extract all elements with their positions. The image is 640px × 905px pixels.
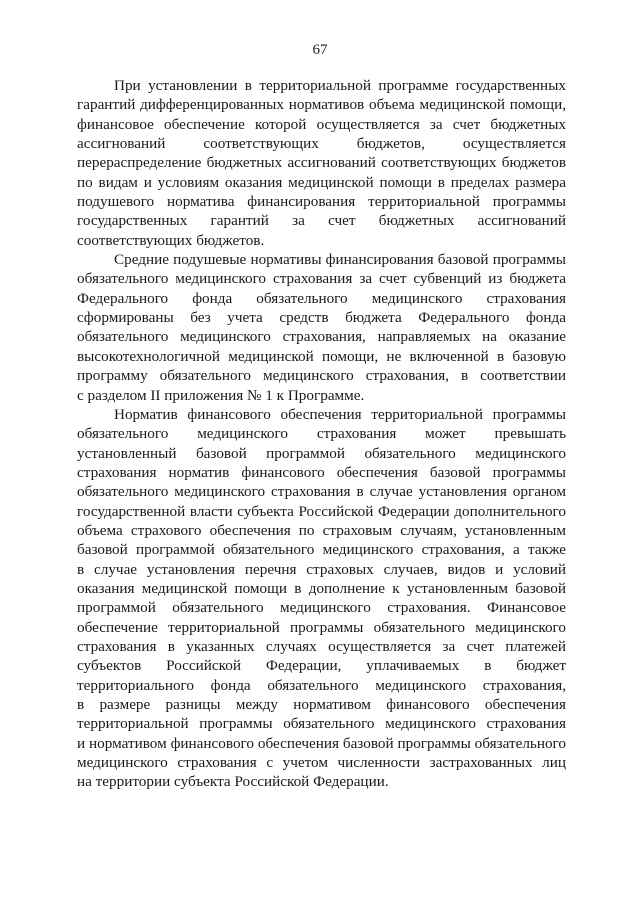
paragraph-budget-redistribution [77, 76, 566, 250]
text-line: обязательного медицинского страхования за счет субвенций из бюджета [77, 270, 566, 288]
text-line: базовой программой обязательного медицинского страхования, а также [77, 541, 566, 559]
text-line: государственных гарантий за счет бюджетных ассигнований [77, 212, 566, 230]
text-line: на территории субъекта Российской Федерации. [77, 773, 389, 791]
text-line: медицинского страхования с учетом численности застрахованных лиц [77, 754, 566, 772]
text-line: высокотехнологичной медицинской помощи, не включенной в базовую [77, 347, 566, 365]
text-line: сформированы без учета средств бюджета Федерального фонда [77, 309, 566, 327]
text-line: территориального фонда обязательного медицинского страхования, [77, 676, 566, 694]
page-number: 67 [312, 42, 328, 58]
text-line: перераспределение бюджетных ассигнований соответствующих бюджетов [77, 154, 566, 172]
text-line: программой обязательного медицинского страхования. Финансовое [77, 599, 566, 617]
text-line: соответствующих бюджетов. [77, 231, 265, 249]
text-line: государственной власти субъекта Российской Федерации дополнительного [77, 502, 566, 520]
text-line: и нормативом финансового обеспечения базовой программы обязательного [77, 734, 566, 752]
text-line: объема страхового обеспечения по страховым случаям, установленным [77, 521, 566, 539]
text-line: гарантий дифференцированных нормативов объема медицинской помощи, [77, 96, 566, 114]
text-line: субъектов Российской Федерации, уплачиваемых в бюджет [77, 657, 566, 675]
text-line: ассигнований соответствующих бюджетов, осуществляется [77, 135, 566, 153]
text-line: территориальной программы обязательного медицинского страхования [77, 715, 566, 733]
text-line: оказания медицинской помощи в дополнение к установленным базовой [77, 579, 566, 597]
text-line: Норматив финансового обеспечения территориальной программы [114, 405, 566, 423]
text-line: Средние подушевые нормативы финансирования базовой программы [114, 251, 566, 269]
text-line: обеспечение территориальной программы обязательного медицинского [77, 618, 566, 636]
text-line: с разделом II приложения № 1 к Программе. [77, 386, 365, 404]
paragraph-financial-norm [77, 405, 566, 792]
text-line: в случае установления перечня страховых случаев, видов и условий [77, 560, 566, 578]
text-line: обязательного медицинского страхования может превышать [77, 425, 566, 443]
paragraph-per-capita-norms [77, 250, 566, 405]
text-line: в размере разницы между нормативом финансового обеспечения [77, 696, 566, 713]
text-line: страхования норматив финансового обеспечения базовой программы [77, 463, 566, 481]
text-line: по видам и условиям оказания медицинской помощи в пределах размера [77, 173, 566, 191]
text-line: Федерального фонда обязательного медицинского страхования [77, 289, 566, 307]
text-line: подушевого норматива финансирования территориальной программы [77, 193, 566, 211]
text-line: программу обязательного медицинского страхования, в соответствии [77, 367, 566, 385]
text-line: При установлении в территориальной программе государственных [114, 77, 566, 94]
text-line: обязательного медицинского страхования в случае установления органом [77, 483, 566, 501]
text-line: страхования в указанных случаях осуществляется за счет платежей [77, 637, 566, 655]
text-line: обязательного медицинского страхования, направляемых на оказание [77, 328, 566, 346]
text-line: установленный базовой программой обязательного медицинского [77, 444, 566, 462]
body-text [77, 76, 566, 792]
text-line: финансовое обеспечение которой осуществляется за счет бюджетных [77, 115, 566, 133]
